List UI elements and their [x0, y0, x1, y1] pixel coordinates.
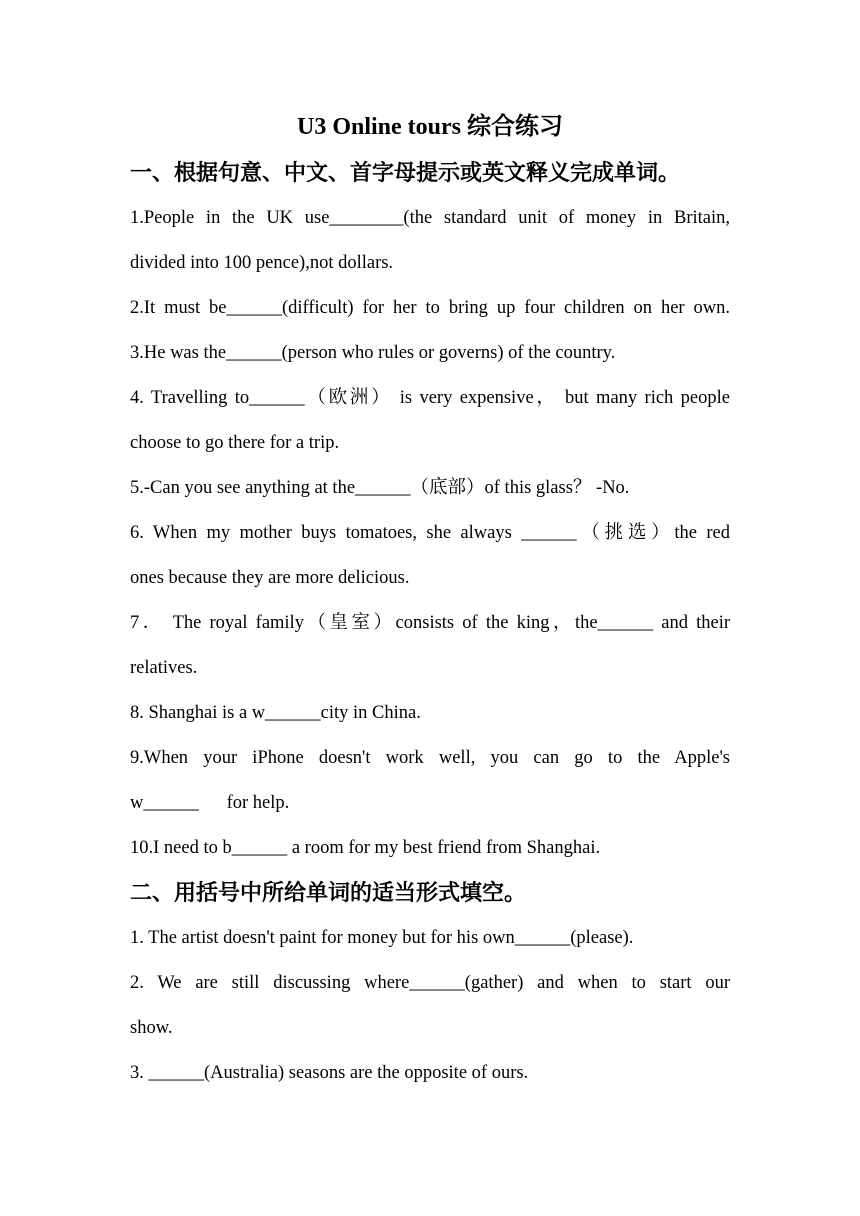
- section-1-heading: 一、根据句意、中文、首字母提示或英文释义完成单词。: [130, 160, 681, 185]
- page-title: U3 Online tours 综合练习: [296, 114, 563, 140]
- exercise-line: 3.He was the______(person who rules or governs) of the country.: [130, 343, 616, 363]
- exercise-line: w______ for help.: [130, 793, 290, 813]
- exercise-line: 2.It must be______(difficult) for her to bring up four children on her own.: [130, 298, 730, 318]
- exercise-line: 10.I need to b______ a room for my best friend from Shanghai.: [130, 838, 601, 858]
- exercise-line: 2. We are still discussing where______(gather) and when to start our: [130, 973, 730, 993]
- section-2-heading: 二、用括号中所给单词的适当形式填空。: [130, 880, 527, 905]
- exercise-line: 3. ______(Australia) seasons are the opposite of ours.: [130, 1063, 529, 1083]
- exercise-line: 9.When your iPhone doesn't work well, you can go to the Apple's: [130, 748, 730, 768]
- exercise-line: show.: [130, 1018, 173, 1038]
- exercise-line: 7． The royal family（皇室）consists of the king，the______ and their: [130, 613, 730, 633]
- exercise-line: choose to go there for a trip.: [130, 433, 340, 453]
- exercise-line: 5.-Can you see anything at the______（底部）of this glass？ -No.: [130, 478, 630, 498]
- exercise-line: relatives.: [130, 658, 198, 678]
- exercise-line: 6. When my mother buys tomatoes, she always ______（挑选）the red: [130, 523, 730, 543]
- exercise-line: ones because they are more delicious.: [130, 568, 410, 588]
- exercise-line: 4. Travelling to______（欧洲） is very expensive， but many rich people: [130, 388, 730, 408]
- exercise-line: 1.People in the UK use________(the standard unit of money in Britain,: [130, 208, 730, 228]
- exercise-line: 8. Shanghai is a w______city in China.: [130, 703, 421, 723]
- exercise-line: divided into 100 pence),not dollars.: [130, 253, 394, 273]
- exercise-line: 1. The artist doesn't paint for money but for his own______(please).: [130, 928, 634, 948]
